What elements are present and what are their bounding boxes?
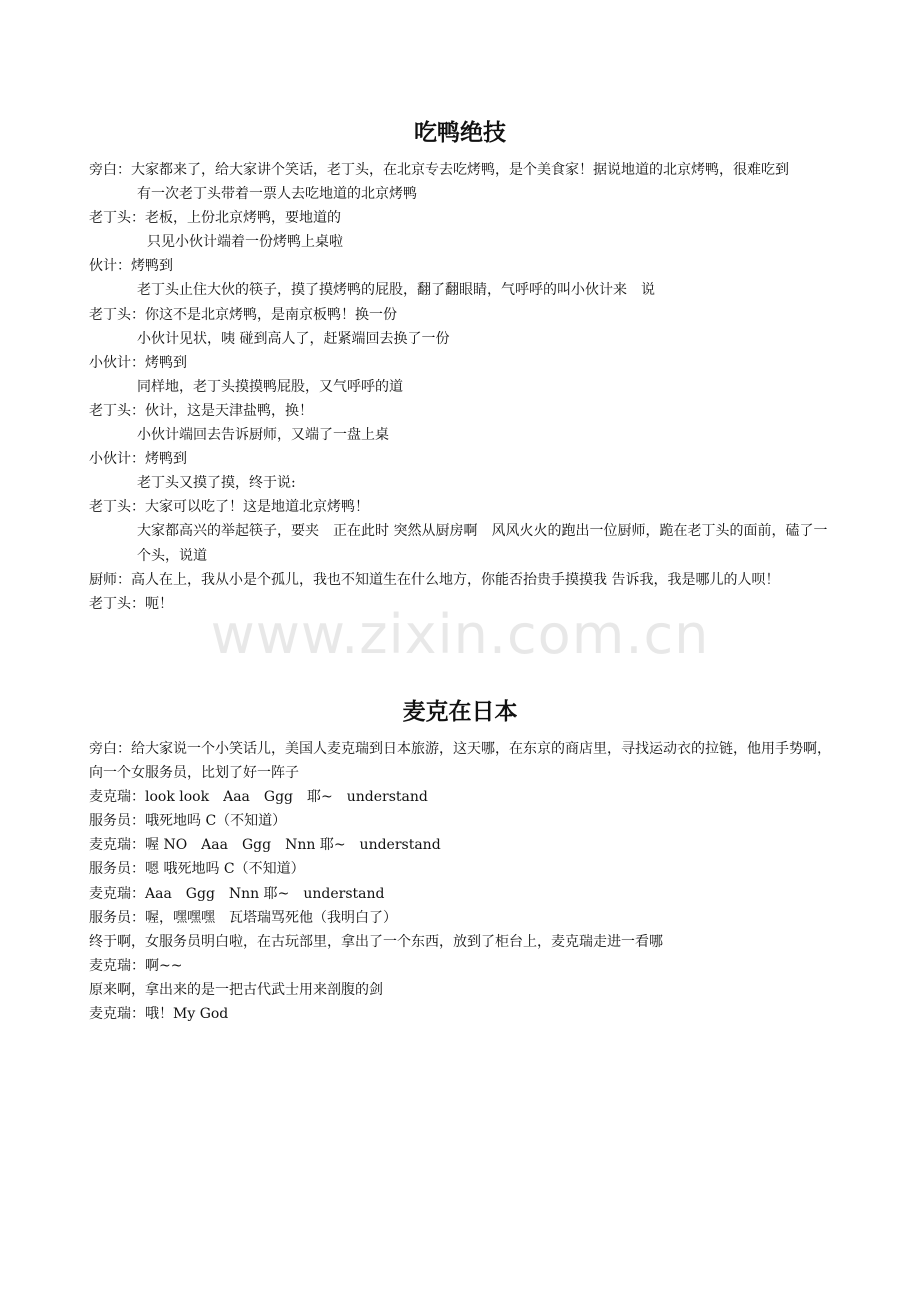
dialogue-line: 老丁头：呃！ [89, 595, 173, 612]
dialogue-line: 麦克瑞：哦！My God [89, 1006, 229, 1023]
dialogue-line: 麦克瑞：啊~~ [89, 957, 183, 974]
narration-line: 老丁头又摸了摸，终于说: [137, 475, 296, 492]
dialogue-line: 服务员：哦死地吗 C（不知道） [89, 813, 287, 830]
narration-line: 老丁头止住大伙的筷子，摸了摸烤鸭的屁股，翻了翻眼睛，气呼呼的叫小伙计来 说 [137, 282, 655, 299]
narration-line: 小伙计端回去告诉厨师，又端了一盘上桌 [137, 427, 389, 444]
dialogue-line: 老丁头：老板，上份北京烤鸭，要地道的 [89, 210, 341, 227]
dialogue-line: 厨师：高人在上，我从小是个孤儿，我也不知道生在什么地方，你能否抬贵手摸摸我 告诉我，我是哪儿的人呗！ [89, 571, 780, 588]
narration-line: 终于啊，女服务员明白啦，在古玩部里，拿出了一个东西，放到了柜台上，麦克瑞走进一看哪 [89, 933, 663, 950]
watermark: www.zixin.com.cn [210, 603, 710, 666]
dialogue-line: 老丁头：你这不是北京烤鸭，是南京板鸭！换一份 [89, 306, 397, 323]
dialogue-line: 旁白：大家都来了，给大家讲个笑话，老丁头，在北京专去吃烤鸭，是个美食家！据说地道的北京烤鸭，很难吃到 [89, 162, 789, 178]
dialogue-line: 伙计：烤鸭到 [89, 258, 173, 275]
story-body-2 [89, 737, 837, 1026]
dialogue-line: 麦克瑞：Aaa Ggg Nnn 耶~ understand [89, 885, 385, 902]
dialogue-line: 服务员：嗯 哦死地吗 C（不知道） [89, 861, 305, 878]
narration-line: 只见小伙计端着一份烤鸭上桌啦 [147, 234, 343, 251]
dialogue-line: 老丁头：伙计，这是天津盐鸭，换！ [89, 402, 313, 419]
dialogue-line: 麦克瑞：喔 NO Aaa Ggg Nnn 耶~ understand [89, 837, 441, 854]
dialogue-line: 老丁头：大家可以吃了！这是地道北京烤鸭！ [89, 499, 369, 516]
narration-line: 有一次老丁头带着一票人去吃地道的北京烤鸭 [137, 186, 417, 203]
narration-line: 小伙计见状，咦 碰到高人了，赶紧端回去换了一份 [137, 330, 450, 347]
story-body-1 [89, 158, 837, 616]
narration-line: 同样地，老丁头摸摸鸭屁股，又气呼呼的道 [137, 378, 403, 395]
story-title-2: 麦克在日本 [402, 699, 518, 725]
narration-line: 原来啊，拿出来的是一把古代武士用来剖腹的剑 [89, 981, 383, 998]
dialogue-line: 旁白：给大家说一个小笑话儿，美国人麦克瑞到日本旅游，这天哪，在东京的商店里，寻找运动衣的拉链，他用手势啊，向一个女服务员，比划了好一阵子 [89, 741, 831, 782]
story-title-1: 吃鸭绝技 [414, 120, 506, 146]
dialogue-line: 麦克瑞：look look Aaa Ggg 耶~ understand [89, 789, 428, 806]
dialogue-line: 服务员：喔，嘿嘿嘿 瓦塔瑞骂死他（我明白了） [89, 909, 397, 926]
dialogue-line: 小伙计：烤鸭到 [89, 354, 187, 371]
narration-line: 大家都高兴的举起筷子，要夹 正在此时 突然从厨房啊 风风火火的跑出一位厨师，跪在老丁头的面前，磕了一个头，说道 [137, 523, 828, 564]
dialogue-line: 小伙计：烤鸭到 [89, 451, 187, 468]
